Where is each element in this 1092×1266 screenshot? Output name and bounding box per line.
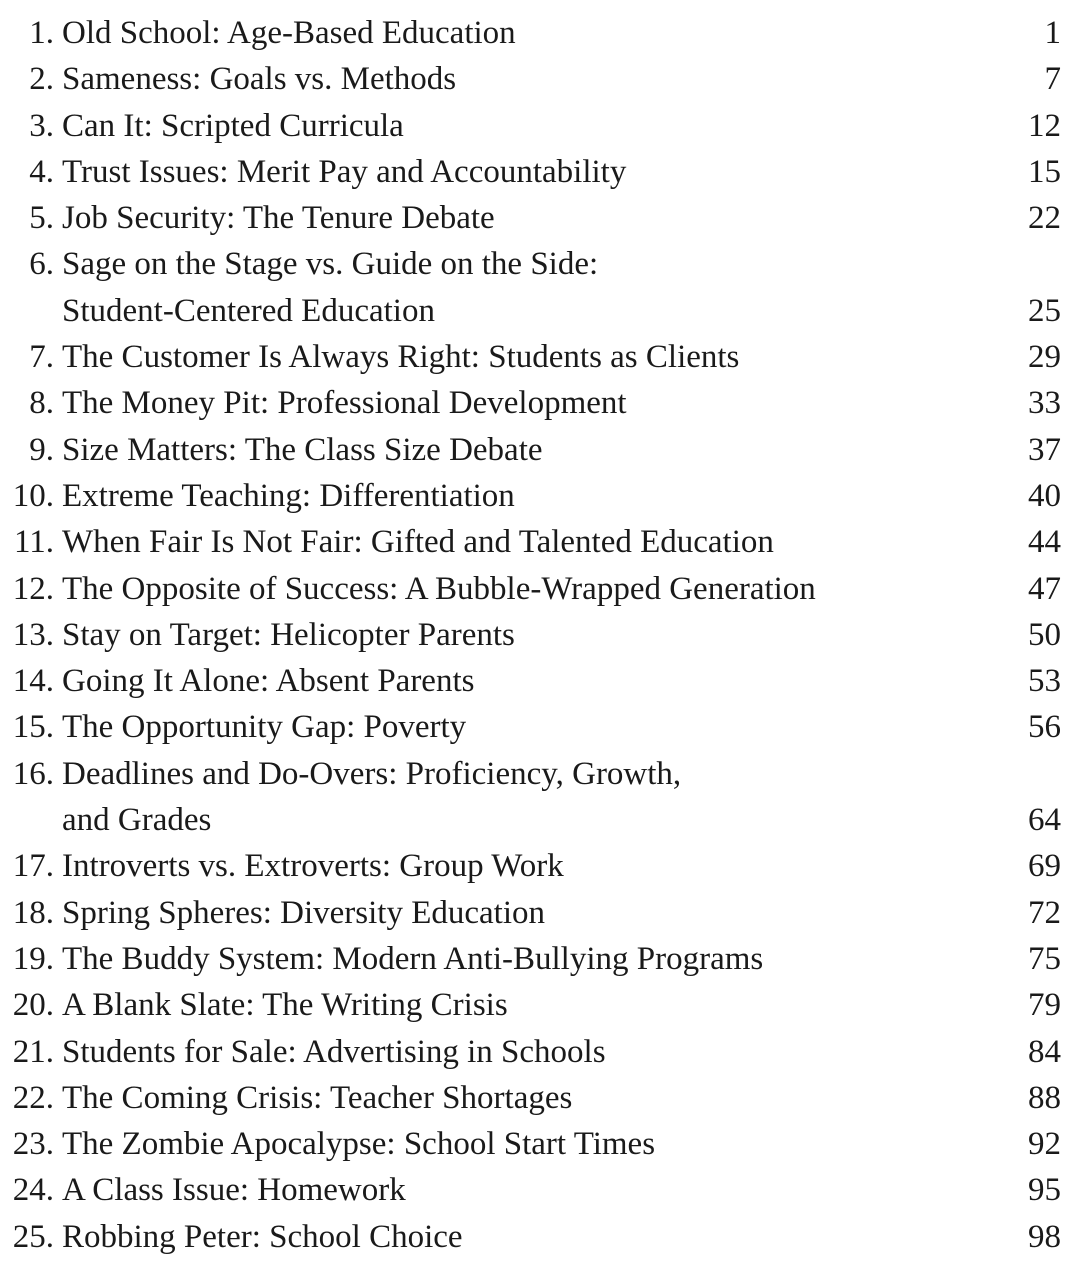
entry-title: Can It: Scripted Curricula <box>62 107 404 144</box>
toc-entry <box>0 936 1092 982</box>
toc-entry <box>0 380 1092 426</box>
entry-page: 95 <box>1028 1172 1061 1209</box>
toc-entry <box>0 704 1092 750</box>
entry-title: Job Security: The Tenure Debate <box>62 200 495 237</box>
entry-title: Spring Spheres: Diversity Education <box>62 894 546 931</box>
entry-number: 19. <box>12 940 54 977</box>
entry-title: The Opposite of Success: A Bubble-Wrapped Generation <box>62 570 816 607</box>
entry-page: 44 <box>1028 524 1061 561</box>
entry-number: 3. <box>29 107 54 144</box>
entry-title-line1: Deadlines and Do-Overs: Proficiency, Growth, <box>62 755 682 792</box>
entry-page: 84 <box>1028 1033 1061 1070</box>
entry-title: Robbing Peter: School Choice <box>62 1218 463 1255</box>
toc-entry <box>0 890 1092 936</box>
entry-title: Extreme Teaching: Differentiation <box>62 477 515 514</box>
entry-page: 79 <box>1028 987 1061 1024</box>
entry-number: 16. <box>12 755 54 792</box>
toc-entry <box>0 149 1092 195</box>
entry-title: The Buddy System: Modern Anti-Bullying Programs <box>62 940 764 977</box>
entry-title: The Customer Is Always Right: Students as Clients <box>62 339 740 376</box>
entry-title: When Fair Is Not Fair: Gifted and Talented Education <box>62 524 774 561</box>
entry-number: 10. <box>12 477 54 514</box>
entry-page: 47 <box>1028 570 1061 607</box>
entry-page: 92 <box>1028 1126 1061 1163</box>
entry-number: 7. <box>29 339 54 376</box>
entry-title: Trust Issues: Merit Pay and Accountability <box>62 153 627 190</box>
entry-number: 21. <box>12 1033 54 1070</box>
entry-title: The Coming Crisis: Teacher Shortages <box>62 1079 573 1116</box>
entry-page: 98 <box>1028 1218 1061 1255</box>
entry-page: 12 <box>1028 107 1061 144</box>
entry-page: 40 <box>1028 477 1061 514</box>
entry-title: A Class Issue: Homework <box>62 1172 406 1209</box>
entry-page: 29 <box>1028 339 1061 376</box>
entry-title-line2: and Grades <box>62 802 212 839</box>
entry-page: 75 <box>1028 940 1061 977</box>
entry-title: Size Matters: The Class Size Debate <box>62 431 543 468</box>
entry-page: 15 <box>1028 153 1061 190</box>
entry-page: 22 <box>1028 200 1061 237</box>
entry-number: 22. <box>12 1079 54 1116</box>
toc-entry <box>0 519 1092 565</box>
entry-number: 13. <box>12 616 54 653</box>
entry-page: 64 <box>1028 802 1061 839</box>
toc-entry <box>0 195 1092 241</box>
entry-title <box>62 751 972 844</box>
entry-number: 2. <box>29 61 54 98</box>
entry-title: Old School: Age-Based Education <box>62 15 516 51</box>
entry-page: 53 <box>1028 663 1061 700</box>
entry-page: 72 <box>1028 894 1061 931</box>
toc-entry <box>0 241 1092 334</box>
toc-entry <box>0 103 1092 149</box>
entry-page: 1 <box>1044 15 1061 51</box>
entry-title: Sameness: Goals vs. Methods <box>62 61 457 98</box>
entry-number: 25. <box>12 1218 54 1255</box>
toc-entry <box>0 473 1092 519</box>
toc-entry <box>0 658 1092 704</box>
toc-entry <box>0 1167 1092 1213</box>
entry-page: 37 <box>1028 431 1061 468</box>
entry-page: 25 <box>1028 292 1061 329</box>
entry-number: 20. <box>12 987 54 1024</box>
entry-title: A Blank Slate: The Writing Crisis <box>62 987 508 1024</box>
entry-number: 8. <box>29 385 54 422</box>
entry-title: The Opportunity Gap: Poverty <box>62 709 467 746</box>
entry-title <box>62 241 972 334</box>
entry-number: 1. <box>29 15 54 51</box>
toc-entry <box>0 612 1092 658</box>
entry-page: 56 <box>1028 709 1061 746</box>
toc-entry <box>0 56 1092 102</box>
entry-title: Stay on Target: Helicopter Parents <box>62 616 515 653</box>
entry-number: 15. <box>12 709 54 746</box>
toc-entry <box>0 1029 1092 1075</box>
toc-entry <box>0 843 1092 889</box>
entry-page: 69 <box>1028 848 1061 885</box>
toc-entry <box>0 427 1092 473</box>
entry-page: 88 <box>1028 1079 1061 1116</box>
entry-title: The Zombie Apocalypse: School Start Times <box>62 1126 656 1163</box>
toc-entry <box>0 566 1092 612</box>
toc-entry <box>0 751 1092 844</box>
toc-entry <box>0 10 1092 56</box>
entry-page: 7 <box>1044 61 1061 98</box>
entry-title: Introverts vs. Extroverts: Group Work <box>62 848 564 885</box>
entry-number: 17. <box>12 848 54 885</box>
entry-number: 12. <box>12 570 54 607</box>
entry-title: Going It Alone: Absent Parents <box>62 663 475 700</box>
entry-page: 50 <box>1028 616 1061 653</box>
entry-number: 5. <box>29 200 54 237</box>
entry-number: 11. <box>13 524 54 561</box>
entry-title-line1: Sage on the Stage vs. Guide on the Side: <box>62 246 599 283</box>
toc-entry <box>0 1075 1092 1121</box>
toc-entry <box>0 334 1092 380</box>
entry-number: 9. <box>29 431 54 468</box>
entry-title: Students for Sale: Advertising in Schools <box>62 1033 606 1070</box>
entry-number: 18. <box>12 894 54 931</box>
entry-number: 4. <box>29 153 54 190</box>
entry-title: The Money Pit: Professional Development <box>62 385 627 422</box>
toc-entry <box>0 982 1092 1028</box>
entry-number: 14. <box>12 663 54 700</box>
entry-number: 6. <box>29 246 54 283</box>
entry-page: 33 <box>1028 385 1061 422</box>
entry-number: 23. <box>12 1126 54 1163</box>
toc-entry <box>0 1121 1092 1167</box>
entry-number: 24. <box>12 1172 54 1209</box>
entry-title-line2: Student-Centered Education <box>62 292 435 329</box>
toc-entry <box>0 1214 1092 1260</box>
